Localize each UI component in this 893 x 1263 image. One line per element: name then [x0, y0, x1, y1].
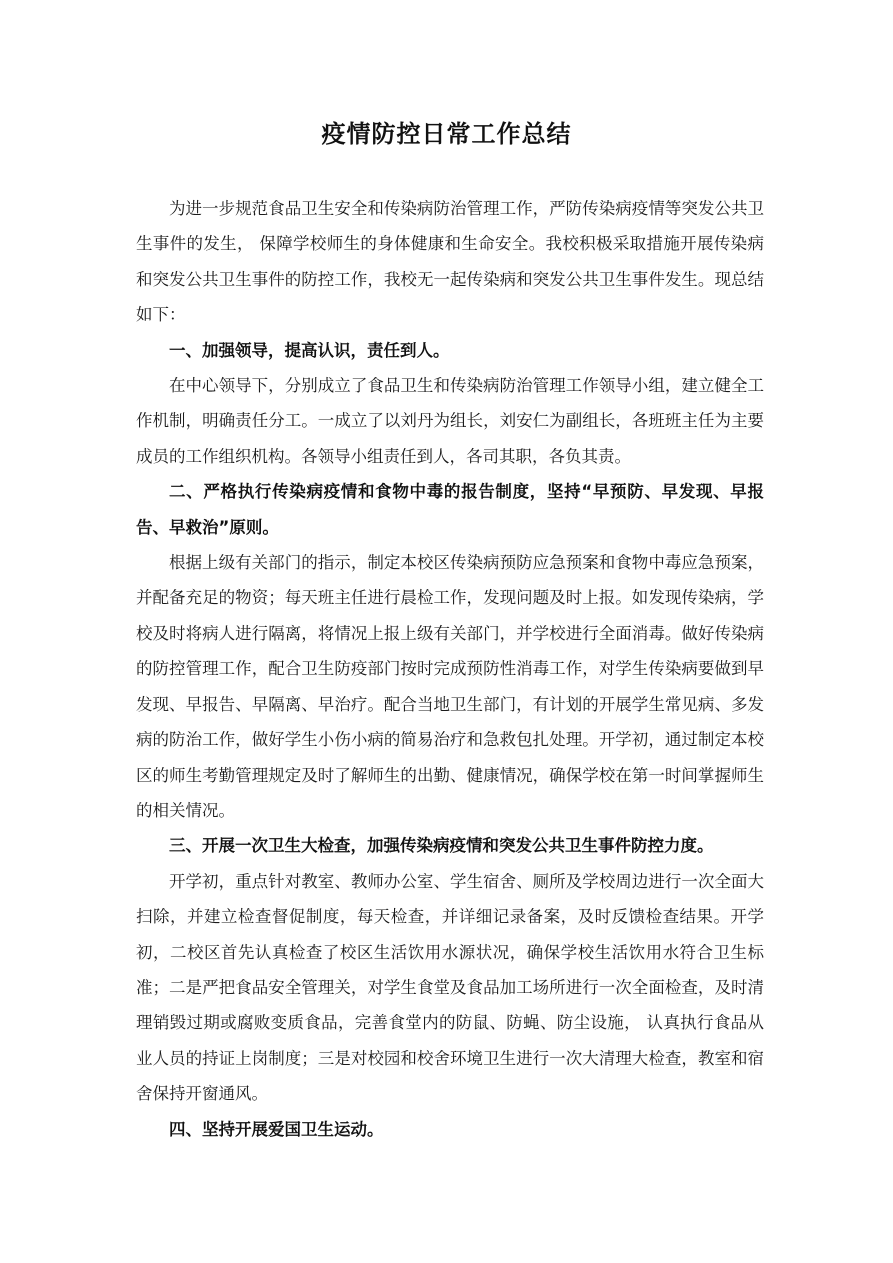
section-heading: 三、开展一次卫生大检查，加强传染病疫情和突发公共卫生事件防控力度。: [169, 836, 714, 856]
section-heading: 一、加强领导，提高认识，责任到人。: [169, 340, 450, 360]
body-paragraph: 在中心领导下，分别成立了食品卫生和传染病防治管理工作领导小组，建立健全工作机制，明确责任分工。一成立了以刘丹为组长，刘安仁为副组长，各班班主任为主要成员的工作组织机构。各领导小组责任到人，各司其职，各负其责。: [136, 376, 764, 466]
body-paragraph: 为进一步规范食品卫生安全和传染病防治管理工作，严防传染病疫情等突发公共卫生事件的发生， 保障学校师生的身体健康和生命安全。我校积极采取措施开展传染病和突发公共卫生事件的防控工作，我校无一起传染病和突发公共卫生事件发生。现总结如下：: [136, 199, 764, 325]
document-title: 疫情防控日常工作总结: [321, 120, 572, 148]
body-paragraph: 根据上级有关部门的指示，制定本校区传染病预防应急预案和食物中毒应急预案，并配备充足的物资；每天班主任进行晨检工作，发现问题及时上报。如发现传染病，学校及时将病人进行隔离，将情况上报上级有关部门，并学校进行全面消毒。做好传染病的防控管理工作，配合卫生防疫部门按时完成预防性消毒工作，对学生传染病要做到早发现、早报告、早隔离、早治疗。配合当地卫生部门，有计划的开展学生常见病、多发病的防治工作，做好学生小伤小病的简易治疗和急救包扎处理。开学初，通过制定本校区的师生考勤管理规定及时了解师生的出勤、健康情况，确保学校在第一时间掌握师生的相关情况。: [136, 553, 764, 820]
section-heading: 二、严格执行传染病疫情和食物中毒的报告制度，坚持“早预防、早发现、早报告、早救治”原则。: [136, 482, 764, 537]
section-heading: 四、坚持开展爱国卫生运动。: [169, 1119, 384, 1139]
document-body: [136, 191, 764, 1147]
body-paragraph: 开学初，重点针对教室、教师办公室、学生宿舍、厕所及学校周边进行一次全面大扫除，并建立检查督促制度，每天检查，并详细记录备案，及时反馈检查结果。开学初，二校区首先认真检查了校区生活饮用水源状况，确保学校生活饮用水符合卫生标准；二是严把食品安全管理关，对学生食堂及食品加工场所进行一次全面检查，及时清理销毁过期或腐败变质食品，完善食堂内的防鼠、防蝇、防尘设施， 认真执行食品从业人员的持证上岗制度；三是对校园和校舍环境卫生进行一次大清理大检查，教室和宿舍保持开窗通风。: [136, 871, 764, 1104]
